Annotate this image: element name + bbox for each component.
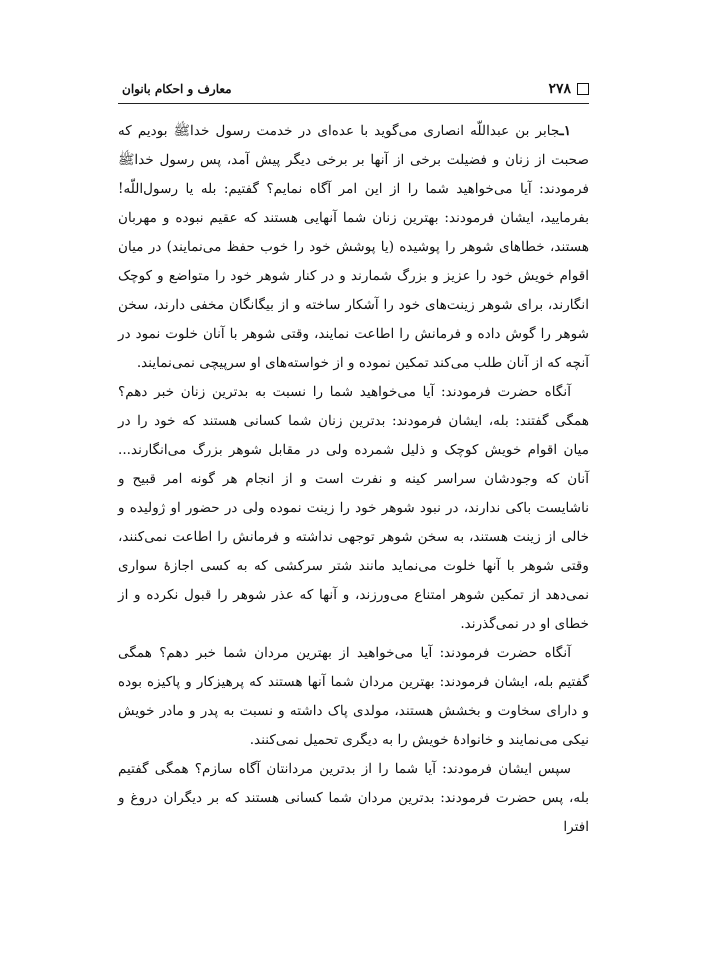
page-number: ۲۷۸ [548, 81, 571, 97]
page-header [122, 76, 589, 102]
running-title: معارف و احکام بانوان [122, 82, 232, 96]
paragraph-text: جابر بن عبداللّه انصاری می‌گوید با عده‌ای در خدمت رسول خداﷺ بودیم که صحبت از زنان و فضیلت برخی از آنها بر برخی دیگر پیش آمد، پس رسول خداﷺ فرمودند: آیا می‌خواهید شما را از این امر آگاه نمایم؟ گفتیم: بله یا رسول‌اللّه! بفرمایید، ایشان فرمودند: بهترین زنان شما آنهایی هستند که عقیم نبوده و مهربان هستند، خطاهای شوهر را پوشیده (یا پوشش خود را خوب حفظ می‌نمایند) در میان اقوام خویش خود را عزیز و بزرگ شمارند و در کنار شوهر خود را متواضع و کوچک انگارند، برای شوهر زینت‌های خود را آشکار ساخته و از بیگانگان مخفی دارند، سخن شوهر را گوش داده و فرمانش را اطاعت نمایند، وقتی شوهر با آنان خلوت نمود در آنچه که از آنان طلب می‌کند تمکین نموده و از خواسته‌های او سرپیچی نمی‌نمایند. [118, 123, 589, 371]
paragraph [118, 755, 589, 842]
square-bullet-icon [577, 83, 589, 95]
item-number: ۱ـ [559, 123, 571, 139]
header-rule [118, 103, 589, 104]
body-text [118, 117, 589, 919]
paragraph [118, 117, 589, 378]
paragraph [118, 639, 589, 755]
page-number-block [548, 81, 589, 97]
paragraph [118, 378, 589, 639]
paragraph-text: آنگاه حضرت فرمودند: آیا می‌خواهید از بهترین مردان شما خبر دهم؟ همگی گفتیم بله، ایشان فرمودند: بهترین مردان شما آنها هستند که پرهیزکار و پاکیزه بوده و دارای سخاوت و بخشش هستند، مولدی پاک داشته و نسبت به پدر و مادر خویش نیکی می‌نمایند و خانوادهٔ خویش را به دیگری تحمیل نمی‌کنند. [118, 645, 589, 748]
paragraph-text: آنگاه حضرت فرمودند: آیا می‌خواهید شما را نسبت به بدترین زنان خبر دهم؟ همگی گفتند: بله، ایشان فرمودند: بدترین زنان شما کسانی هستند که خود را در میان اقوام خویش کوچک و ذلیل شمرده ولی در مقابل شوهر بزرگ می‌انگارند... آنان که وجودشان سراسر کینه و نفرت است و از انجام هر گونه امر قبیح و ناشایست باکی ندارند، در نبود شوهر خود را زینت نموده ولی در حضور او ژولیده و خالی از زینت هستند، به سخن شوهر توجهی نداشته و فرمانش را اطاعت نمی‌کنند، وقتی شوهر با آنها خلوت می‌نماید مانند شتر سرکشی که به کسی اجازهٔ سواری نمی‌دهد از تمکین شوهر امتناع می‌ورزند، و آنها که عذر شوهر را قبول نکرده و از خطای او در نمی‌گذرند. [118, 384, 589, 632]
paragraph-text: سپس ایشان فرمودند: آیا شما را از بدترین مردانتان آگاه سازم؟ همگی گفتیم بله، پس حضرت فرمودند: بدترین مردان شما کسانی هستند که بر دیگران دروغ و افترا [118, 761, 589, 835]
